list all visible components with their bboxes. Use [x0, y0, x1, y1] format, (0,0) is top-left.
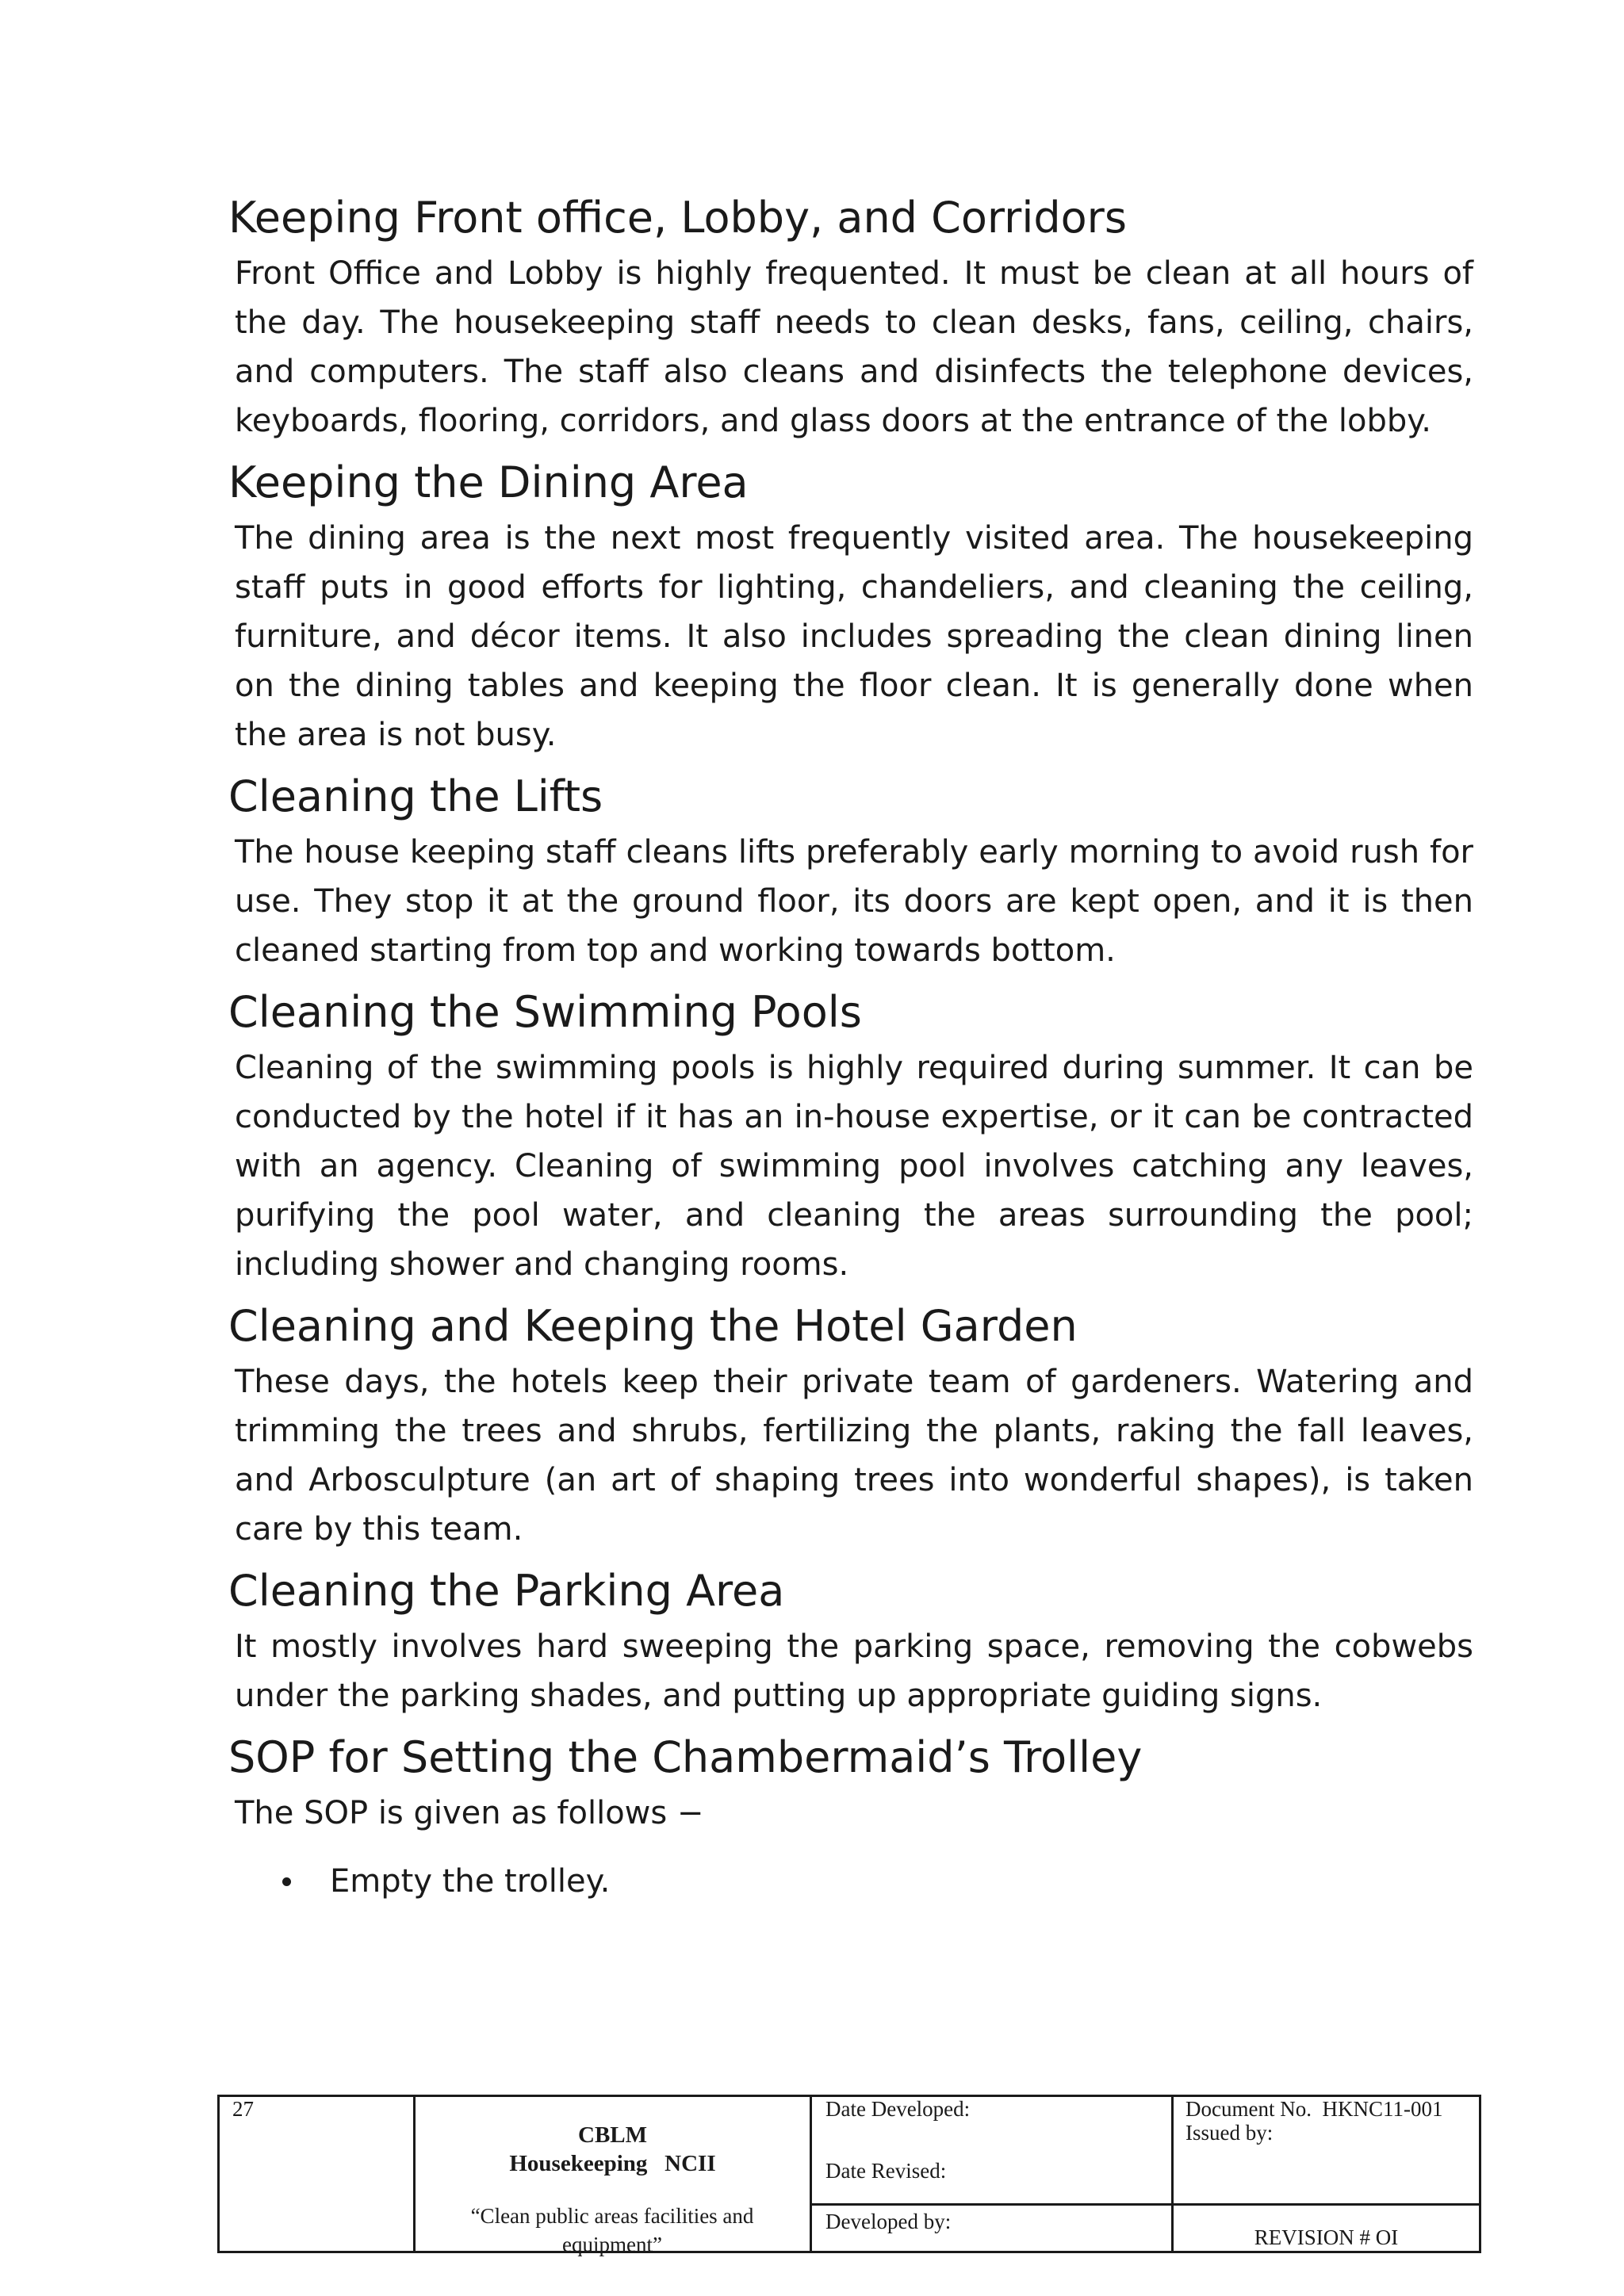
footer-title-line2: Housekeeping NCII — [509, 2151, 716, 2176]
section-sop-trolley — [228, 1730, 1473, 1838]
divider — [810, 2097, 812, 2251]
page-number: 27 — [232, 2097, 254, 2121]
section-body: It mostly involves hard sweeping the parking space, removing the cobwebs under the parking shades, and putting up appropriate guiding signs. — [235, 1628, 1473, 1714]
document-number: Document No. HKNC11-001 — [1185, 2097, 1443, 2121]
section-parking-area — [228, 1563, 1473, 1720]
section-body: The dining area is the next most frequently visited area. The housekeeping staff puts in good efforts for lighting, chandeliers, and cleaning the ceiling, furniture, and décor items. It also includes spreading the clean dining linen on the dining tables and keeping the floor clean. It is generally done when the area is not busy. — [235, 520, 1473, 753]
footer-title — [416, 2121, 810, 2178]
date-revised-label: Date Revised: — [825, 2159, 947, 2183]
section-heading: Cleaning and Keeping the Hotel Garden — [228, 1301, 1078, 1351]
section-heading: Keeping the Dining Area — [228, 457, 749, 507]
section-swimming-pools — [228, 985, 1473, 1289]
section-body: The SOP is given as follows − — [235, 1795, 704, 1831]
section-heading: Cleaning the Swimming Pools — [228, 987, 862, 1037]
section-heading: Cleaning the Parking Area — [228, 1566, 785, 1616]
issued-by-label: Issued by: — [1185, 2121, 1274, 2145]
section-body: The house keeping staff cleans lifts preferably early morning to avoid rush for use. They stop it at the ground floor, its doors are kept open, and it is then cleaned starting from top and working towards bottom. — [235, 834, 1473, 969]
section-body: Cleaning of the swimming pools is highly required during summer. It can be conducted by the hotel if it has an in-house expertise, or it can be contracted with an agency. Cleaning of swimming pool involves catching any leaves, purifying the pool water, and cleaning the areas surrounding the pool; including shower and changing rooms. — [235, 1050, 1473, 1283]
section-body: These days, the hotels keep their private team of gardeners. Watering and trimming the trees and shrubs, fertilizing the plants, raking the fall leaves, and Arbosculpture (an art of shaping trees into wonderful shapes), is taken care by this team. — [235, 1364, 1473, 1548]
section-lifts — [228, 769, 1473, 975]
date-developed-label: Date Developed: — [825, 2097, 971, 2121]
section-heading: SOP for Setting the Chambermaid’s Trolley — [228, 1732, 1143, 1782]
footer-subtitle: “Clean public areas facilities and equipment” — [470, 2204, 754, 2256]
revision-number: REVISION # OI — [1254, 2225, 1399, 2249]
section-heading: Cleaning the Lifts — [228, 771, 603, 821]
footer-title-line1: CBLM — [578, 2122, 647, 2148]
bullet-list — [235, 1857, 1473, 1906]
section-dining-area — [228, 455, 1473, 760]
section-front-office — [228, 190, 1473, 446]
developed-by-label: Developed by: — [825, 2210, 952, 2233]
section-heading: Keeping Front office, Lobby, and Corridors — [228, 193, 1127, 243]
footer-table — [217, 2095, 1481, 2256]
list-item: Empty the trolley. — [282, 1857, 1473, 1906]
divider — [810, 2203, 1479, 2206]
section-hotel-garden — [228, 1299, 1473, 1554]
page-content — [228, 190, 1473, 1906]
section-body: Front Office and Lobby is highly frequented. It must be clean at all hours of the day. The housekeeping staff needs to clean desks, fans, ceiling, chairs, and computers. The staff also cleans and disinfects the telephone devices, keyboards, flooring, corridors, and glass doors at the entrance of the lobby. — [235, 255, 1473, 439]
